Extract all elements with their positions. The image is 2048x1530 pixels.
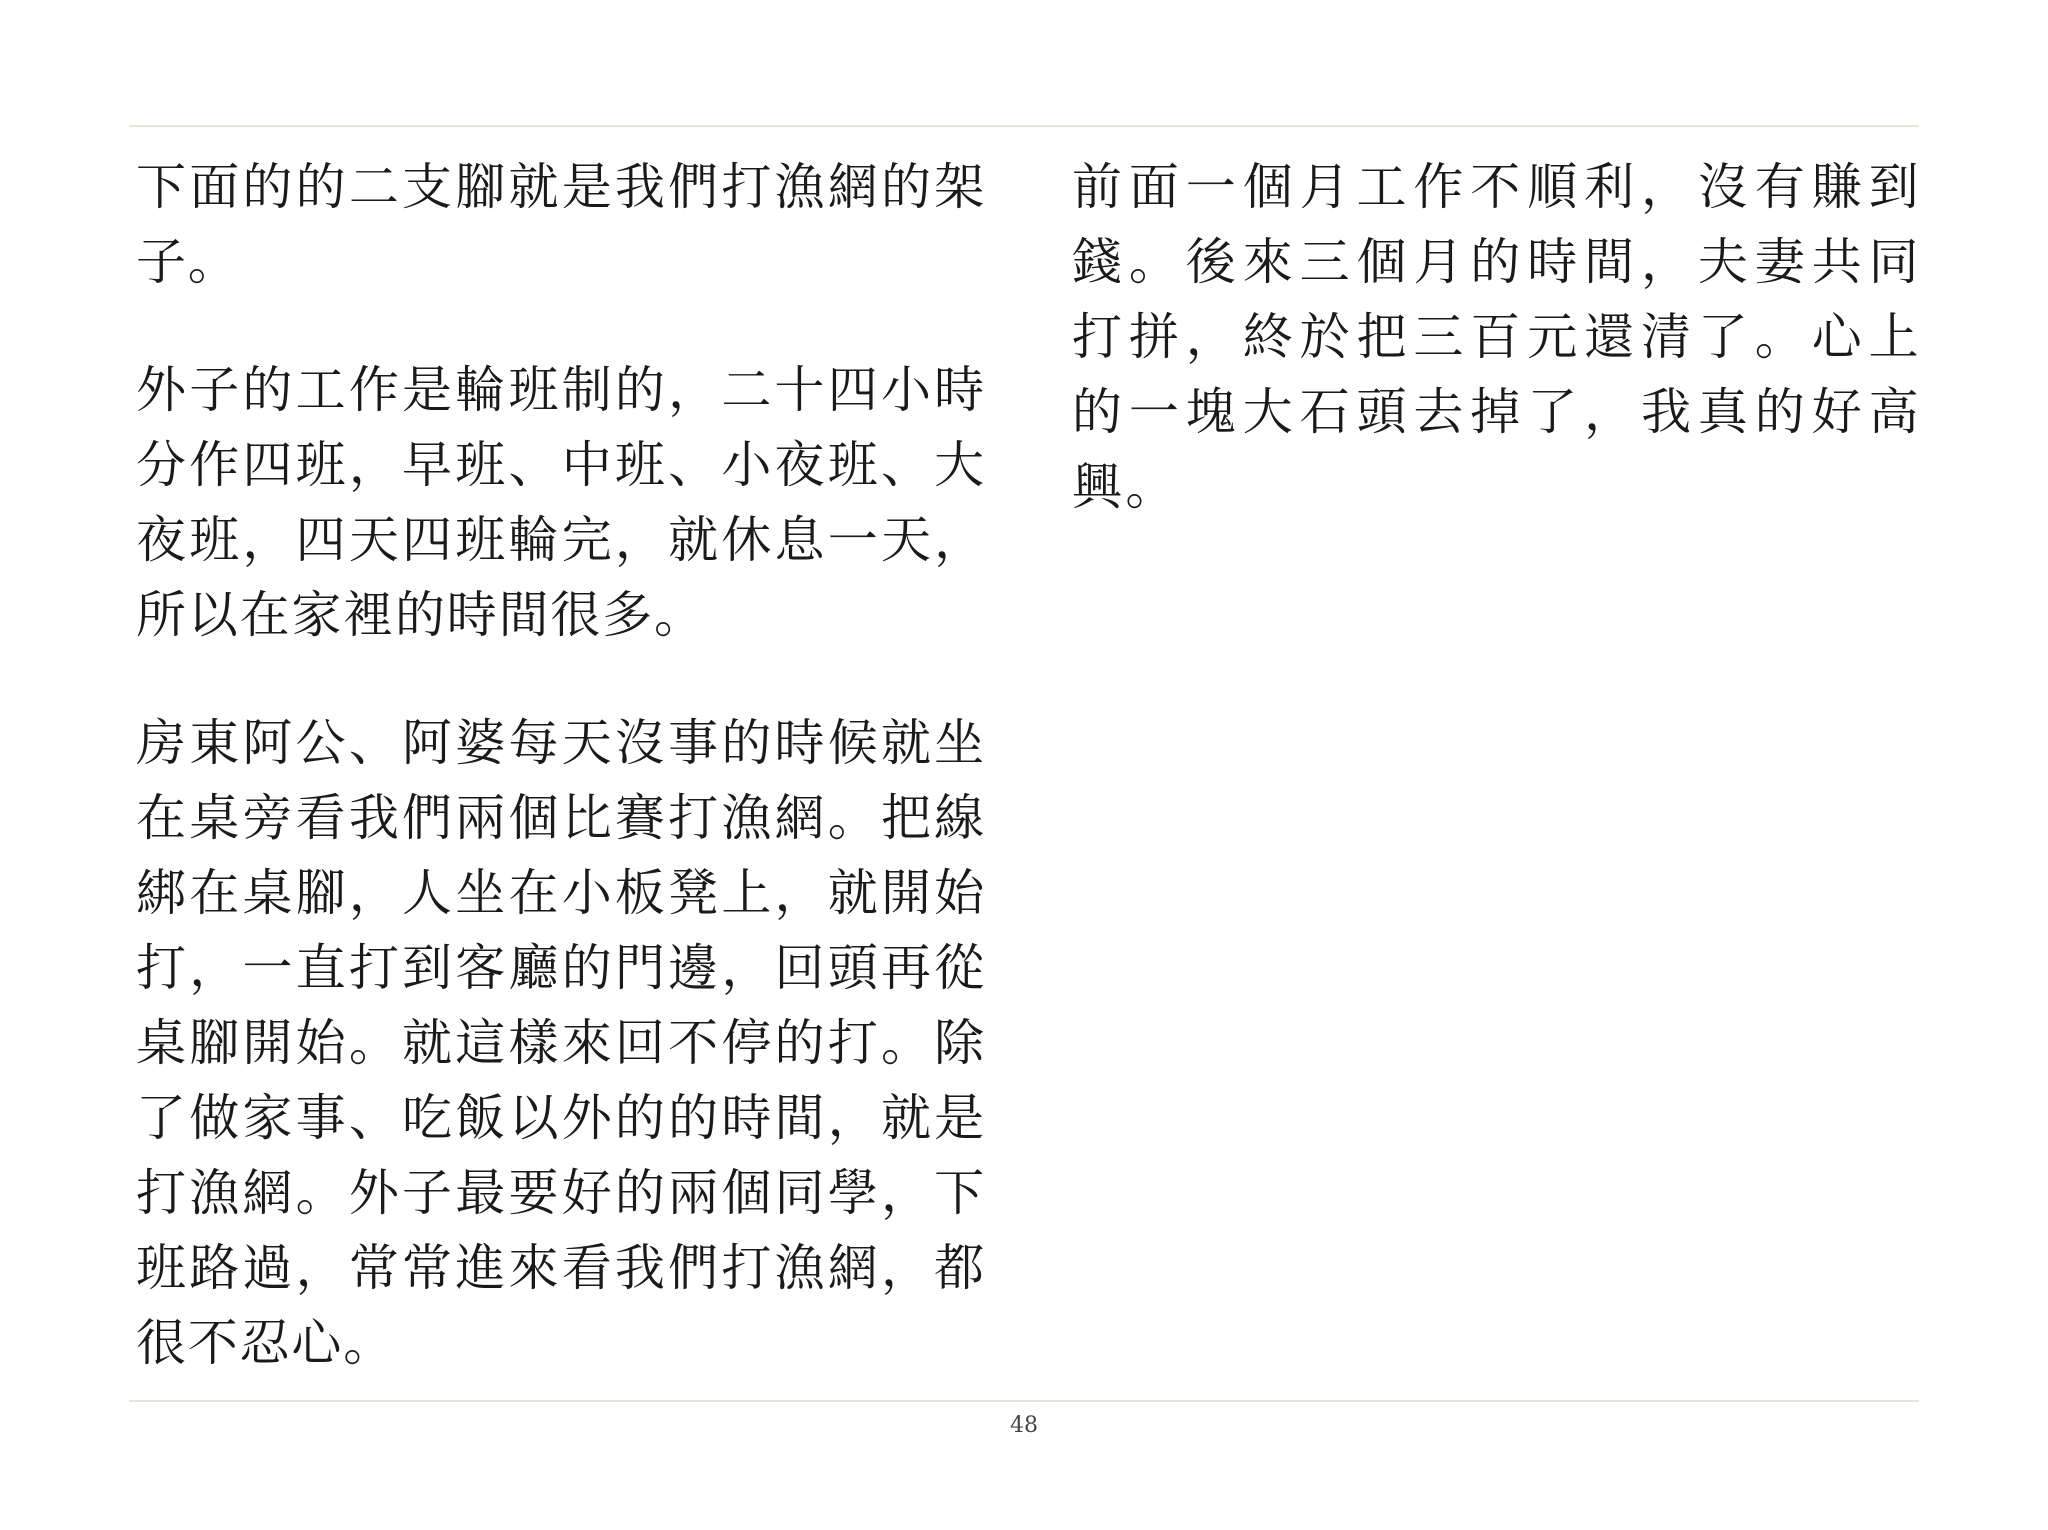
page-number: 48	[1010, 1413, 1038, 1438]
top-divider	[129, 125, 1919, 127]
paragraph: 下面的的二支腳就是我們打漁網的架子。	[136, 158, 986, 291]
paragraph: 前面一個月工作不順利，沒有賺到錢。後來三個月的時間，夫妻共同打拼，終於把三百元還清了。心上的一塊大石頭去掉了，我真的好高興。	[1072, 158, 1922, 516]
bottom-divider	[129, 1400, 1919, 1402]
paragraph: 外子的工作是輪班制的，二十四小時分作四班，早班、中班、小夜班、大夜班，四天四班輪完，就休息一天，所以在家裡的時間很多。	[136, 361, 986, 644]
right-column	[1072, 150, 1922, 578]
paragraph: 房東阿公、阿婆每天沒事的時候就坐在桌旁看我們兩個比賽打漁網。把線綁在桌腳，人坐在小板凳上，就開始打，一直打到客廳的門邊，回頭再從桌腳開始。就這樣來回不停的打。除了做家事、吃飯以外的的時間，就是打漁網。外子最要好的兩個同學，下班路過，常常進來看我們打漁網，都很不忍心。	[136, 714, 986, 1372]
left-column	[136, 150, 986, 1434]
